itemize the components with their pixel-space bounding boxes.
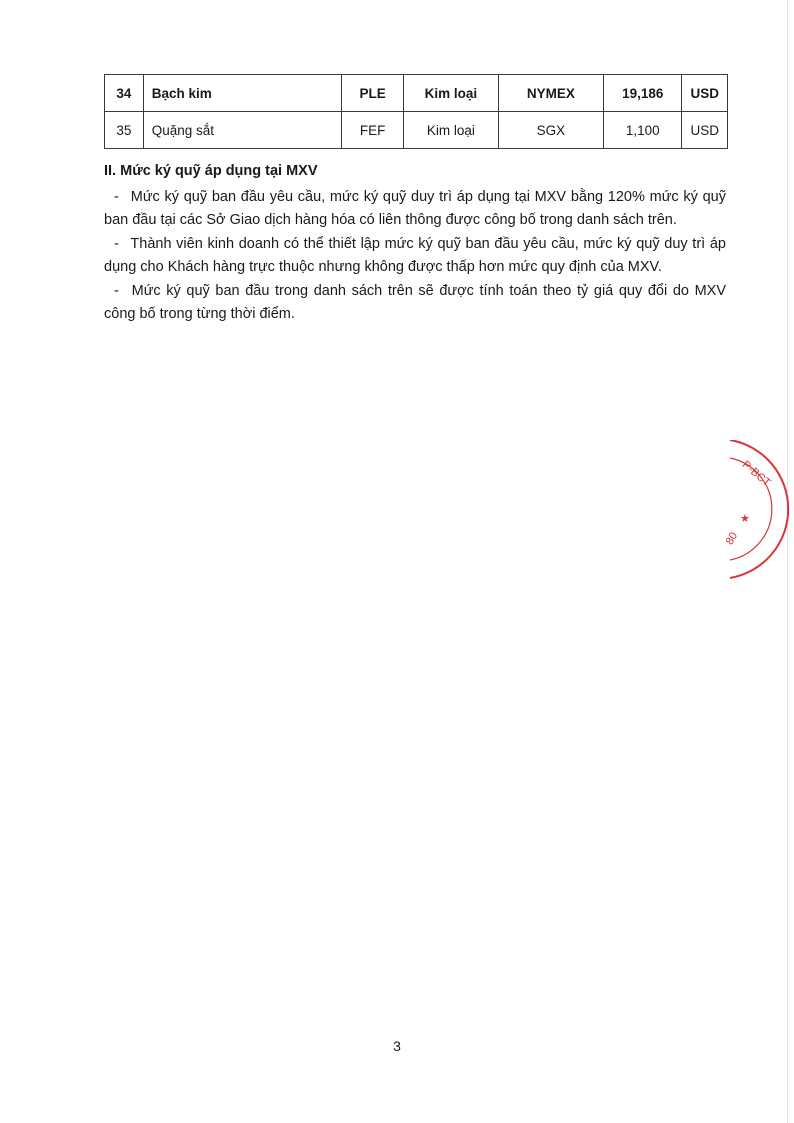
official-stamp xyxy=(700,440,794,580)
commodity-name: Bạch kim xyxy=(143,75,341,112)
commodity-margin-table xyxy=(104,74,728,149)
bullet-dash: - xyxy=(114,188,119,205)
margin-value: 19,186 xyxy=(604,75,682,112)
policy-paragraph xyxy=(104,186,726,233)
paragraph-text: Thành viên kinh doanh có thể thiết lập mức ký quỹ ban đầu yêu cầu, mức ký quỹ duy trì áp dụng cho Khách hàng trực thuộc nhưng không được thấp hơn mức quy định của MXV. xyxy=(104,235,726,275)
margin-policy-section xyxy=(104,160,726,327)
commodity-group: Kim loại xyxy=(404,75,498,112)
commodity-group: Kim loại xyxy=(404,112,498,149)
paragraph-text: Mức ký quỹ ban đầu yêu cầu, mức ký quỹ duy trì áp dụng tại MXV bằng 120% mức ký quỹ ban đầu tại các Sở Giao dịch hàng hóa có liên thông được công bố trong danh sách trên. xyxy=(104,188,726,228)
stamp-text: P-BCT xyxy=(739,458,773,490)
bullet-dash: - xyxy=(114,282,119,299)
policy-paragraph xyxy=(104,280,726,327)
section-heading: II. Mức ký quỹ áp dụng tại MXV xyxy=(104,163,318,179)
exchange: SGX xyxy=(498,112,604,149)
stamp-digits: 80 xyxy=(723,530,741,547)
margin-value: 1,100 xyxy=(604,112,682,149)
page-number: 3 xyxy=(393,1038,401,1054)
currency: USD xyxy=(682,75,728,112)
exchange: NYMEX xyxy=(498,75,604,112)
row-number: 34 xyxy=(105,75,144,112)
table-row xyxy=(105,75,728,112)
currency: USD xyxy=(682,112,728,149)
commodity-code: PLE xyxy=(341,75,403,112)
table-row xyxy=(105,112,728,149)
commodity-name: Quặng sắt xyxy=(143,112,341,149)
paragraph-text: Mức ký quỹ ban đầu trong danh sách trên sẽ được tính toán theo tỷ giá quy đổi do MXV công bố trong từng thời điểm. xyxy=(104,282,727,322)
row-number: 35 xyxy=(105,112,144,149)
commodity-code: FEF xyxy=(341,112,403,149)
bullet-dash: - xyxy=(114,235,119,252)
policy-paragraph xyxy=(104,233,726,280)
stamp-star-icon: ★ xyxy=(740,513,750,525)
